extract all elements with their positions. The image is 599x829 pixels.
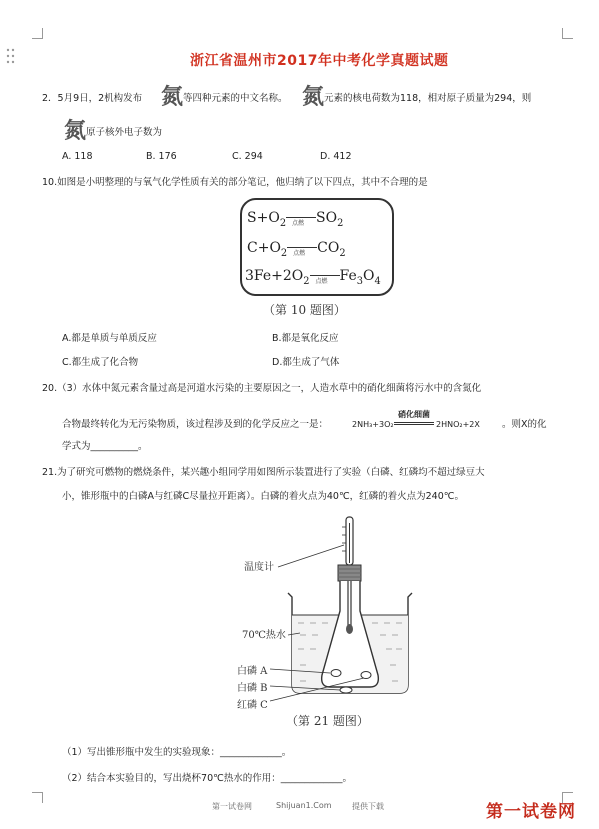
q2-line1-b: 等四种元素的中文名称。 — [183, 93, 288, 104]
q2-element-char-3: 氮 — [64, 118, 87, 144]
q2-element-char-2: 氮 — [302, 84, 325, 110]
q2-option-b[interactable]: B. 176 — [146, 151, 177, 162]
q21-line1: 21.为了研究可燃物的燃烧条件，某兴趣小组同学用如图所示装置进行了实验（白磷、红磷均不超过绿豆大 — [42, 467, 485, 478]
q20-equation-products: 2HNO₂+2X — [436, 420, 480, 429]
crop-mark-bottom-left — [32, 792, 43, 803]
q2-option-c[interactable]: C. 294 — [232, 151, 263, 162]
q2-option-a[interactable]: A. 118 — [62, 151, 93, 162]
q2-option-d[interactable]: D. 412 — [320, 151, 352, 162]
q2-element-char-1: 氮 — [161, 84, 184, 110]
q10-option-c[interactable]: C.都生成了化合物 — [62, 357, 139, 368]
q21-sub-question-1[interactable]: （1）写出锥形瓶中发生的实验现象：_____________。 — [62, 747, 292, 758]
page-title: 浙江省温州市2017年中考化学真题试题 — [190, 53, 449, 69]
q20-equation-arrow — [394, 408, 434, 425]
q21-sub-question-2[interactable]: （2）结合本实验目的，写出烧杯70℃热水的作用：_____________。 — [62, 773, 353, 784]
footer-download-text: 提供下载 — [352, 802, 384, 811]
q10-equation-1: $S+O_2$ 点燃 $SO_2$ — [247, 210, 344, 229]
q20-line2-b: 。则X的化 — [502, 419, 547, 430]
q2-line2: 原子核外电子数为 — [86, 127, 163, 138]
drag-handle-icon[interactable] — [6, 48, 16, 64]
q10-stem: 10.如图是小明整理的与氧气化学性质有关的部分笔记，他归纳了以下四点，其中不合理的是 — [42, 177, 428, 188]
site-logo[interactable]: 第一试卷网 — [486, 802, 576, 822]
q10-eq1-condition: 点燃 — [292, 220, 305, 227]
label-white-phosphorus-a: 白磷 A — [237, 666, 268, 677]
crop-mark-top-right — [562, 28, 573, 39]
q20-line1: 20.（3）水体中氮元素含量过高是河道水污染的主要原因之一，人造水草中的硝化细菌将污水中的含氮化 — [42, 383, 482, 394]
label-red-phosphorus-c: 红磷 C — [237, 700, 268, 711]
q10-equation-3: $3Fe+2O_2$ 点燃 $Fe_3O_4$ — [245, 268, 381, 287]
q10-eq3-condition: 点燃 — [315, 278, 328, 285]
q10-option-d[interactable]: D.都生成了气体 — [272, 357, 340, 368]
q10-option-a[interactable]: A.都是单质与单质反应 — [62, 333, 157, 344]
q21-figure-caption: （第 21 题图） — [286, 714, 369, 728]
label-thermometer: 温度计 — [244, 562, 274, 573]
q2-line1-a: 2．5月9日，2机构发布 — [42, 93, 143, 104]
crop-mark-top-left — [32, 28, 43, 39]
q21-line2: 小，锥形瓶中的白磷A与红磷C尽量拉开距离）。白磷的着火点为40℃，红磷的着火点为240℃。 — [62, 491, 464, 502]
footer-site-name: 第一试卷网 — [212, 802, 252, 811]
q10-eq2-condition: 点燃 — [293, 250, 306, 257]
q20-equation-condition: 硝化细菌 — [398, 410, 430, 419]
q20-equation-reactants: 2NH₃+3O₂ — [352, 420, 394, 429]
white-phosphorus-b — [340, 687, 352, 693]
q10-option-b[interactable]: B.都是氧化反应 — [272, 333, 339, 344]
q20-line2-a: 合物最终转化为无污染物质，该过程涉及到的化学反应之一是： — [62, 419, 329, 430]
footer-site-url[interactable]: Shijuan1.Com — [276, 801, 332, 810]
label-hot-water: 70℃热水 — [242, 630, 286, 641]
q10-equation-2: $C+O_2$ 点燃 $CO_2$ — [247, 240, 346, 259]
rubber-stopper — [338, 565, 361, 581]
q2-line1-c: 元素的核电荷数为118，相对原子质量为294，则 — [324, 93, 532, 104]
q20-line3[interactable]: 学式为__________。 — [62, 441, 148, 452]
q10-figure-caption: （第 10 题图） — [263, 303, 346, 317]
label-white-phosphorus-b: 白磷 B — [237, 683, 268, 694]
